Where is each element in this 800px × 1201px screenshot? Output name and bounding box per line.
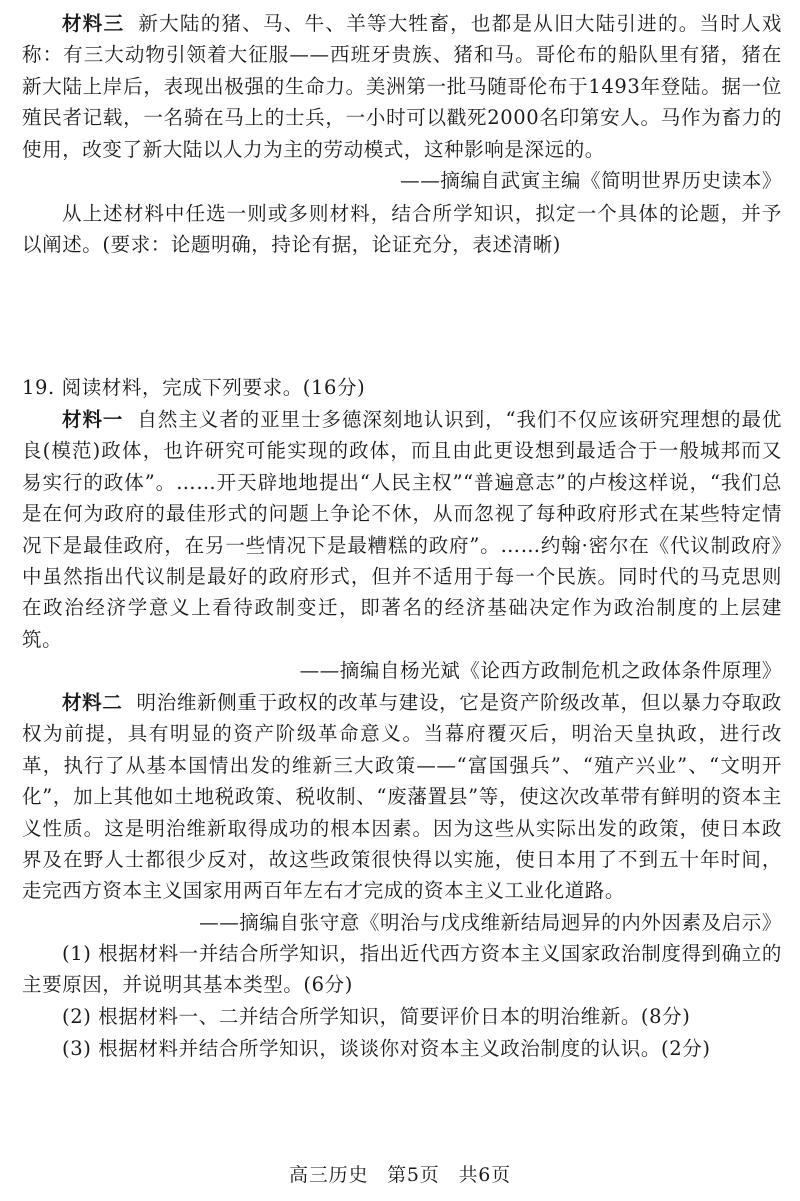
sub-question-1: (1) 根据材料一并结合所学知识，指出近代西方资本主义国家政治制度得到确立的主要原因，并说明其基本类型。(6分) bbox=[22, 942, 782, 997]
material-2-label: 材料二 bbox=[62, 691, 123, 714]
material-2-text: 明治维新侧重于政权的改革与建设，它是资产阶级改革，但以暴力夺取政权为前提，具有明显的资产阶级革命意义。当幕府覆灭后，明治天皇执政，进行改革，执行了从基本国情出发的维新三大政策——“富国强兵”、“殖产兴业”、“文明开化”，加上其他如土地税政策、税收制、“废藩置县”等，使这次改革带有鲜明的资本主义性质。这是明治维新取得成功的根本因素。因为这些从实际出发的政策，使日本政界及在野人士都很少反对，故这些政策很快得以实施，使日本用了不到五十年时间，走完西方资本主义国家用两百年左右才完成的资本主义工业化道路。 bbox=[22, 691, 782, 903]
sub-question-2: (2) 根据材料一、二并结合所学知识，简要评价日本的明治维新。(8分) bbox=[62, 1005, 691, 1028]
essay-task-text: 从上述材料中任选一则或多则材料，结合所学知识，拟定一个具体的论题，并予以阐述。(要求：论题明确，持论有据，论证充分，表述清晰) bbox=[22, 202, 782, 257]
material-1-label: 材料一 bbox=[62, 408, 124, 431]
material-2-source: ——摘编自张守意《明治与戊戌维新结局迥异的内外因素及启示》 bbox=[199, 911, 782, 934]
question-19-heading: 19. 阅读材料，完成下列要求。(16分) bbox=[22, 376, 366, 399]
material-3-text: 新大陆的猪、马、牛、羊等大牲畜，也都是从旧大陆引进的。当时人戏称：有三大动物引领着大征服——西班牙贵族、猪和马。哥伦布的船队里有猪，猪在新大陆上岸后，表现出极强的生命力。美洲第一批马随哥伦布于1493年登陆。据一位殖民者记载，一名骑在马上的士兵，一小时可以戳死2000名印第安人。马作为畜力的使用，改变了新大陆以人力为主的劳动模式，这种影响是深远的。 bbox=[22, 12, 782, 161]
material-3-source: ——摘编自武寅主编《简明世界历史读本》 bbox=[400, 169, 782, 192]
material-1-paragraph bbox=[22, 404, 782, 655]
footer-page-number: 第5页 bbox=[387, 1164, 440, 1186]
material-3-label: 材料三 bbox=[62, 12, 125, 35]
material-3-paragraph bbox=[22, 8, 782, 165]
footer-subject: 高三历史 bbox=[289, 1164, 369, 1186]
material-1-source: ——摘编自杨光斌《论西方政制危机之政体条件原理》 bbox=[299, 659, 782, 682]
page-footer bbox=[0, 1160, 800, 1187]
material-1-text: 自然主义者的亚里士多德深刻地认识到，“我们不仅应该研究理想的最优良(模范)政体，也许研究可能实现的政体，而且由此更设想到最适合于一般城邦而又易实行的政体”。……开天辟地地提出“人民主权”“普遍意志”的卢梭这样说，“我们总是在何为政府的最佳形式的问题上争论不休，从而忽视了每种政府形式在某些特定情况下是最佳政府，在另一些情况下是最糟糕的政府”。……约翰·密尔在《代议制政府》中虽然指出代议制是最好的政府形式，但并不适用于每一个民族。同时代的马克思则在政治经济学意义上看待政制变迁，即著名的经济基础决定作为政治制度的上层建筑。 bbox=[22, 408, 782, 651]
material-2-paragraph bbox=[22, 687, 782, 907]
sub-question-3: (3) 根据材料并结合所学知识，谈谈你对资本主义政治制度的认识。(2分) bbox=[62, 1037, 711, 1060]
footer-page-total: 共6页 bbox=[458, 1164, 511, 1186]
